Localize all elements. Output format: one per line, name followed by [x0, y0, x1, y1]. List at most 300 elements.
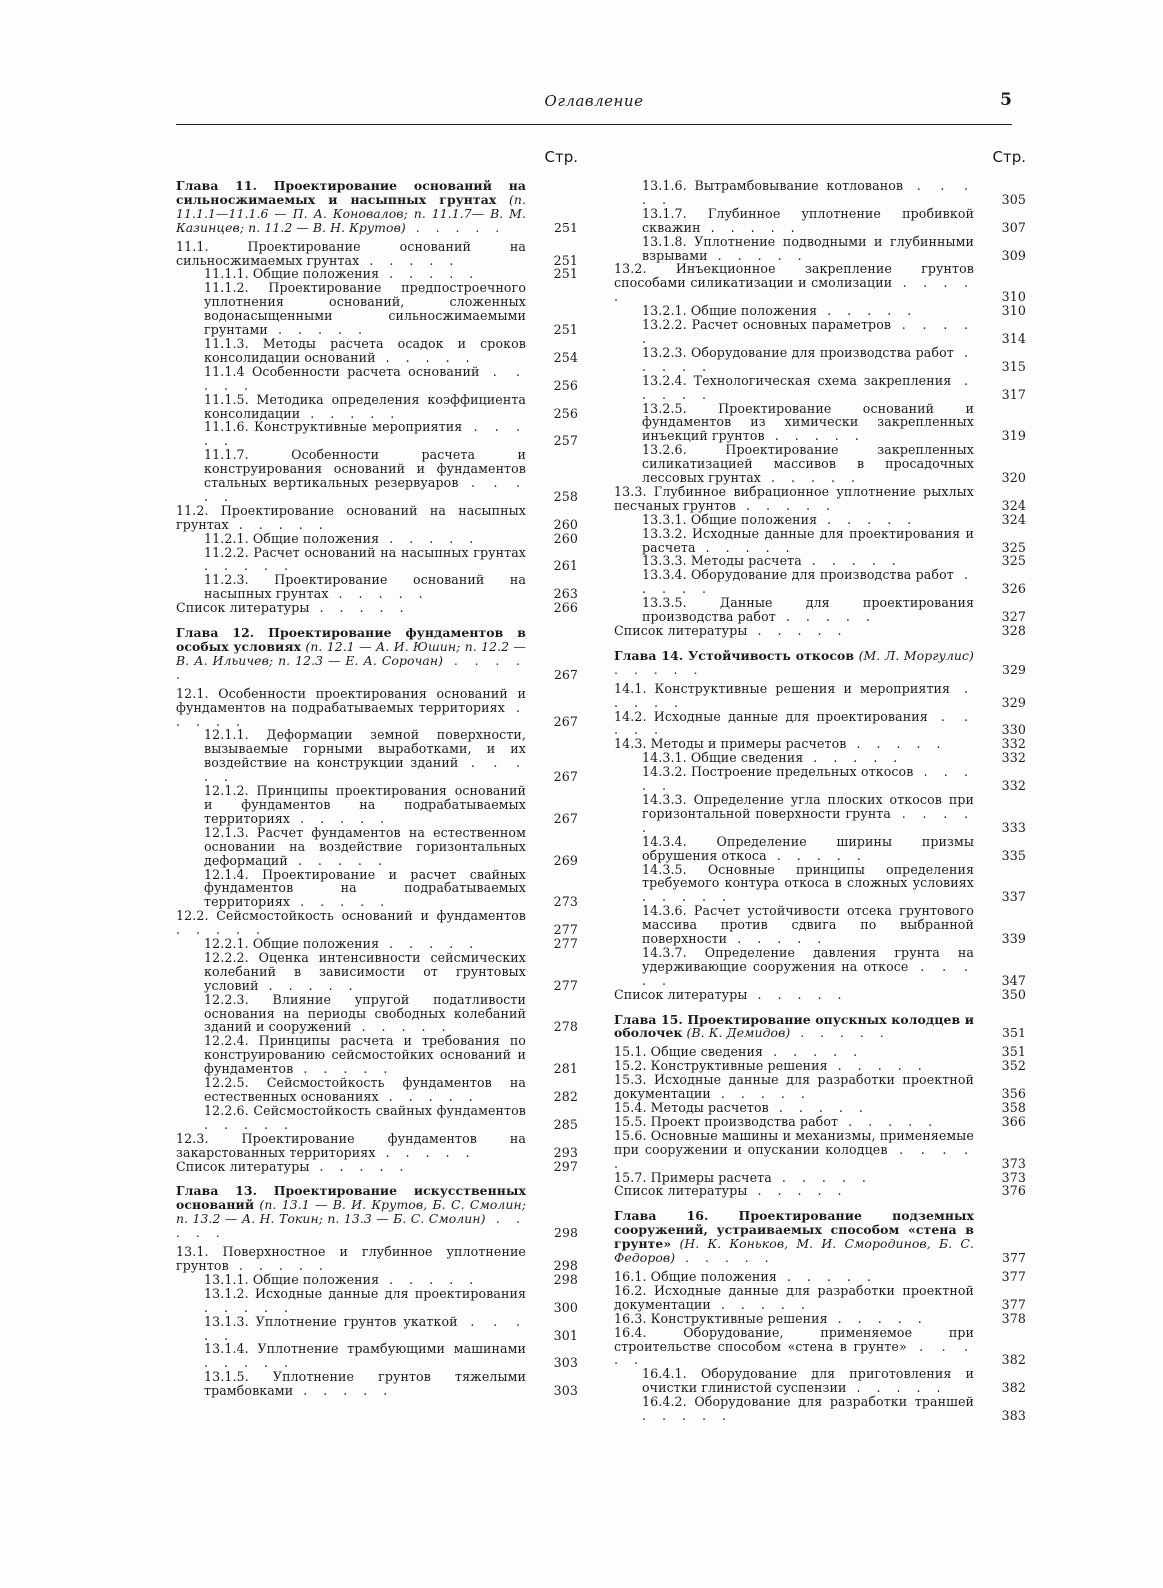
leader-dots: . . . . . — [642, 958, 974, 988]
entry-title: 12.1.2. Принципы проектирования оснований и фундаментов на подрабатываемых территориях — [204, 783, 526, 826]
toc-entry — [642, 527, 1026, 555]
entry-title: 11.1.3. Методы расчета осадок и сроков консолидации оснований — [204, 335, 526, 365]
leader-dots: . . . . . — [827, 1310, 928, 1326]
entry-page: 300 — [553, 1299, 578, 1315]
page-column-label: Стр. — [992, 148, 1026, 166]
leader-dots: . . . . . — [776, 1268, 877, 1284]
entry-page: 351 — [1001, 1044, 1026, 1060]
leader-dots: . . . . . — [328, 586, 429, 602]
leader-dots: . . . . . — [228, 1257, 329, 1273]
entry-page: 324 — [1001, 511, 1026, 527]
toc-entry — [204, 728, 578, 784]
toc-entry — [204, 267, 578, 281]
toc-entry — [204, 826, 578, 868]
entry-title: 14.3. Методы и примеры расчетов — [614, 736, 847, 752]
leader-dots: . . . . . — [351, 1019, 452, 1035]
entry-title: 11.2.2. Расчет оснований на насыпных грунтах — [204, 544, 526, 560]
toc-entry — [204, 573, 578, 601]
leader-dots: . . . . . — [768, 1100, 869, 1115]
entry-title: 12.2.3. Влияние упругой податливости основания на периоды свободных колебаний зданий и сооружений — [204, 991, 526, 1035]
entry-title: 13.3.2. Исходные данные для проектирования и расчета — [642, 525, 974, 555]
leader-dots: . . . . . — [290, 894, 391, 910]
leader-dots: . . . . . — [267, 322, 368, 338]
entry-page: 278 — [553, 1019, 578, 1035]
leader-dots: . . . . . — [803, 750, 904, 766]
entry-page: 376 — [1001, 1183, 1026, 1199]
entry-page: 373 — [1001, 1155, 1026, 1171]
toc-entry — [176, 909, 578, 937]
entry-title: 13.3.3. Методы расчета — [642, 553, 802, 569]
chapter-title: Глава 11. Проектирование оснований на сильносжимаемых и насыпных грунтах — [176, 178, 526, 207]
entry-page: 251 — [554, 219, 578, 235]
leader-dots: . . . . . — [642, 889, 733, 905]
toc-entry — [642, 346, 1026, 374]
entry-page: 310 — [1001, 303, 1026, 319]
toc-entry — [642, 863, 1026, 905]
toc-entry — [204, 1034, 578, 1076]
entry-title: 12.2.5. Сейсмостойкость фундаментов на естественных основаниях — [204, 1075, 526, 1104]
leader-dots: . . . . . — [846, 736, 947, 752]
toc-entry — [204, 1342, 578, 1370]
chapter-authors: (В. К. Демидов) — [682, 1025, 791, 1041]
toc-entry — [642, 904, 1026, 946]
toc-entry — [204, 1287, 578, 1315]
leader-dots: . . . . . — [764, 428, 865, 444]
entry-title: 14.3.1. Общие сведения — [642, 750, 804, 766]
entry-title: 13.2.2. Расчет основных параметров — [642, 317, 892, 333]
entry-title: 12.2.1. Общие положения — [204, 936, 380, 952]
leader-dots: . . . . . — [747, 1183, 848, 1199]
toc-entry — [614, 1115, 1026, 1129]
toc-entry — [204, 365, 578, 393]
entry-page: 266 — [553, 600, 578, 616]
entry-title: 16.4.2. Оборудование для разработки траншей — [642, 1394, 974, 1410]
leader-dots: . . . . . — [642, 178, 974, 207]
entry-title: 13.2.1. Общие положения — [642, 303, 818, 319]
entry-page: 277 — [553, 922, 578, 938]
toc-right-column — [614, 148, 1026, 1423]
toc-chapter-entry — [614, 649, 1026, 677]
entry-page: 327 — [1001, 609, 1026, 625]
chapter-title: Глава 14. Устойчивость откосов — [614, 647, 855, 663]
toc-entry — [642, 568, 1026, 596]
leader-dots: . . . . . — [287, 852, 388, 868]
toc-entry — [176, 601, 578, 615]
toc-entry — [204, 546, 578, 574]
toc-entry — [642, 554, 1026, 568]
leader-dots: . . . . . — [258, 977, 359, 993]
entry-page: 373 — [1001, 1169, 1026, 1185]
entry-title: 12.2.4. Принципы расчета и требования по конструированию сейсмостойких оснований и фундаментов — [204, 1033, 526, 1077]
entry-page: 333 — [1001, 819, 1026, 835]
toc-chapter-entry — [176, 1184, 578, 1240]
entry-page: 382 — [1001, 1352, 1026, 1368]
leader-dots: . . . . . — [817, 511, 918, 527]
leader-dots: . . . . . — [801, 553, 902, 569]
entry-page: 358 — [1001, 1100, 1026, 1115]
leader-dots: . . . . . — [204, 1299, 295, 1315]
entry-title: 12.1.4. Проектирование и расчет свайных фундаментов на подрабатываемых территориях — [204, 866, 526, 910]
toc-entry — [614, 737, 1026, 751]
entry-title: 14.3.7. Определение давления грунта на удерживающие сооружения на откосе — [642, 944, 974, 974]
leader-dots: . . . . . — [293, 1061, 394, 1077]
entry-page: 293 — [553, 1144, 578, 1160]
entry-title: 11.1.2. Проектирование предпостроечного уплотнения оснований, сложенных водонасыщенными сильносжимаемыми грунтами — [204, 280, 526, 338]
entry-title: 15.5. Проект производства работ — [614, 1113, 839, 1129]
entry-page: 298 — [554, 1225, 578, 1241]
leader-dots: . . . . . — [204, 1313, 526, 1343]
leader-dots: . . . . . — [228, 516, 329, 532]
entry-title: 11.1.5. Методика определения коэффициента консолидации — [204, 391, 526, 421]
page-column-label: Стр. — [544, 148, 578, 166]
entry-title: Список литературы — [614, 1183, 748, 1199]
entry-title: 13.2.4. Технологическая схема закрепления — [642, 372, 952, 388]
entry-title: 12.1. Особенности проектирования оснований и фундаментов на подрабатываемых территориях — [176, 685, 526, 715]
entry-page: 332 — [1001, 778, 1026, 794]
entry-page: 314 — [1001, 330, 1026, 346]
toc-entry — [642, 946, 1026, 988]
toc-entry — [642, 402, 1026, 444]
entry-title: 14.1. Конструктивные решения и мероприятия — [614, 680, 951, 696]
leader-dots: . . . . . — [204, 558, 295, 574]
leader-dots: . . . . . — [827, 1058, 928, 1074]
leader-dots: . . . . . — [204, 1116, 295, 1132]
entry-page: 267 — [554, 666, 578, 682]
toc-entry — [204, 393, 578, 421]
entry-page: 339 — [1001, 931, 1026, 947]
entry-title: 11.1.1. Общие положения — [204, 266, 380, 282]
leader-dots: . . . . . — [642, 764, 974, 794]
entry-page: 320 — [1001, 470, 1026, 486]
page-number: 5 — [1000, 90, 1012, 110]
entry-title: 13.2.5. Проектирование оснований и фундаментов из химически закрепленных инъекций грунтов — [642, 400, 974, 444]
toc-entry — [176, 1132, 578, 1160]
toc-entry — [642, 793, 1026, 835]
leader-dots: . . . . . — [710, 1086, 811, 1102]
leader-dots: . . . . . — [176, 922, 267, 938]
leader-dots: . . . . . — [846, 1380, 947, 1396]
entry-title: 11.2.3. Проектирование оснований на насыпных грунтах — [204, 572, 526, 602]
toc-entry — [176, 240, 578, 268]
chapter-authors: (М. Л. Моргулис) — [854, 647, 974, 663]
toc-entry — [614, 1171, 1026, 1185]
chapter-title: Глава 16. Проектирование подземных сооружений, устраиваемых способом «стена в грунте» — [614, 1208, 974, 1252]
leader-dots: . . . . . — [614, 1338, 974, 1368]
toc-entry — [614, 988, 1026, 1002]
entry-page: 350 — [1001, 986, 1026, 1002]
toc-entry — [614, 624, 1026, 638]
entry-page: 378 — [1001, 1310, 1026, 1326]
entry-page: 298 — [553, 1271, 578, 1287]
toc-entry — [204, 1273, 578, 1287]
toc-entry — [642, 765, 1026, 793]
leader-dots: . . . . . — [614, 680, 974, 710]
entry-title: 15.6. Основные машины и механизмы, применяемые при сооружении и опускании колодцев — [614, 1127, 974, 1157]
toc-entry — [642, 235, 1026, 263]
entry-page: 260 — [553, 516, 578, 532]
entry-page: 326 — [1001, 581, 1026, 597]
leader-dots: . . . . . — [642, 317, 974, 346]
leader-dots: . . . . . — [379, 936, 480, 952]
leader-dots: . . . . . — [300, 405, 401, 421]
leader-dots: . . . . . — [176, 699, 526, 729]
entry-title: 14.3.6. Расчет устойчивости отсека грунтового массива против сдвига по выбранной поверхности — [642, 903, 974, 947]
entry-page: 315 — [1001, 358, 1026, 374]
toc-entry — [642, 1395, 1026, 1423]
entry-page: 335 — [1001, 847, 1026, 863]
chapter-title: Глава 12. Проектирование фундаментов в особых условиях — [176, 625, 526, 654]
toc-entry — [642, 304, 1026, 318]
entry-page: 285 — [553, 1116, 578, 1132]
toc-entry — [614, 1101, 1026, 1115]
entry-page: 260 — [553, 530, 578, 546]
entry-title: 14.3.2. Построение предельных откосов — [642, 764, 914, 780]
chapter-authors: (п. 11.1.1—11.1.6 — П. А. Коновалов; п. 11.1.7— В. М. Казинцев; п. 11.2 — В. Н. Крутов) — [176, 191, 526, 235]
leader-dots: . . . . . — [700, 219, 801, 235]
chapter-authors: (п. 12.1 — А. И. Юшин; п. 12.2 — В. А. Ильичев; п. 12.3 — Е. А. Сорочан) — [176, 639, 526, 668]
entry-page: 251 — [553, 252, 578, 268]
entry-page: 273 — [553, 894, 578, 910]
leader-dots: . . . . . — [766, 847, 867, 863]
entry-title: 12.3. Проектирование фундаментов на закарстованных территориях — [176, 1130, 526, 1160]
entry-title: 14.3.5. Основные принципы определения требуемого контура откоса в сложных условиях — [642, 861, 974, 891]
leader-dots: . . . . . — [747, 623, 848, 638]
entry-title: 15.7. Примеры расчета — [614, 1169, 772, 1185]
toc-entry — [614, 1326, 1026, 1368]
entry-title: Список литературы — [614, 986, 748, 1002]
entry-title: 11.1.7. Особенности расчета и конструирования оснований и фундаментов стальных вертикальных резервуаров — [204, 447, 526, 491]
entry-page: 332 — [1001, 750, 1026, 766]
entry-page: 307 — [1001, 219, 1026, 235]
entry-title: 16.4.1. Оборудование для приготовления и очистки глинистой суспензии — [642, 1366, 974, 1396]
entry-page: 309 — [1001, 247, 1026, 263]
leader-dots: . . . . . — [771, 1169, 872, 1185]
toc-entry — [204, 448, 578, 504]
leader-dots: . . . . . — [204, 755, 526, 785]
toc-entry — [614, 262, 1026, 304]
toc-entry — [204, 337, 578, 365]
entry-page: 251 — [553, 266, 578, 282]
entry-page: 256 — [553, 405, 578, 421]
leader-dots: . . . . . — [405, 219, 506, 235]
entry-page: 258 — [553, 488, 578, 504]
toc-entry — [614, 1059, 1026, 1073]
leader-dots: . . . . . — [642, 1408, 733, 1424]
leader-dots: . . . . . — [614, 275, 974, 305]
entry-page: 267 — [553, 810, 578, 826]
leader-dots: . . . . . — [293, 1383, 394, 1399]
leader-dots: . . . . . — [695, 539, 796, 555]
entry-title: 13.2.6. Проектирование закрепленных силикатизацией массивов в просадочных лессовых грунтах — [642, 442, 974, 486]
entry-title: 11.2. Проектирование оснований на насыпных грунтах — [176, 502, 526, 532]
toc-entry — [204, 993, 578, 1035]
leader-dots: . . . . . — [176, 652, 526, 682]
entry-page: 282 — [553, 1089, 578, 1104]
entry-title: 13.1.2. Исходные данные для проектирования — [204, 1285, 526, 1301]
leader-dots: . . . . . — [204, 363, 527, 393]
entry-page: 298 — [553, 1257, 578, 1273]
toc-entry — [204, 937, 578, 951]
entry-page: 310 — [1001, 289, 1026, 305]
leader-dots: . . . . . — [710, 1296, 811, 1312]
leader-dots: . . . . . — [204, 419, 526, 449]
entry-page: 281 — [553, 1061, 578, 1077]
leader-dots: . . . . . — [761, 470, 862, 486]
toc-entry — [614, 485, 1026, 513]
entry-page: 332 — [1001, 736, 1026, 752]
leader-dots: . . . . . — [727, 931, 828, 947]
toc-entry — [614, 1270, 1026, 1284]
entry-page: 267 — [553, 769, 578, 785]
entry-title: 12.1.3. Расчет фундаментов на естественном основании на воздействие горизонтальных деформаций — [204, 824, 526, 868]
leader-dots: . . . . . — [775, 609, 876, 625]
entry-page: 328 — [1001, 623, 1026, 638]
entry-title: 13.1.4. Уплотнение трамбующими машинами — [204, 1341, 526, 1357]
entry-title: 13.1.3. Уплотнение грунтов укаткой — [204, 1313, 458, 1329]
entry-title: 15.1. Общие сведения — [614, 1044, 764, 1060]
leader-dots: . . . . . — [375, 1144, 476, 1160]
entry-page: 325 — [1001, 539, 1026, 555]
toc-entry — [614, 1073, 1026, 1101]
entry-title: 16.4. Оборудование, применяемое при строительстве способом «стена в грунте» — [614, 1324, 974, 1354]
toc-entry — [204, 1315, 578, 1343]
entry-title: Список литературы — [176, 600, 310, 616]
entry-page: 305 — [1001, 191, 1026, 207]
leader-dots: . . . . . — [642, 344, 974, 374]
entry-title: 13.1.7. Глубинное уплотнение пробивкой скважин — [642, 205, 974, 235]
entry-title: 13.3.4. Оборудование для производства работ — [642, 567, 954, 583]
toc-chapter-entry — [614, 1013, 1026, 1041]
entry-title: 12.2. Сейсмостойкость оснований и фундаментов — [176, 908, 526, 924]
entry-page: 377 — [1001, 1268, 1026, 1284]
entry-page: 351 — [1002, 1025, 1026, 1041]
leader-dots: . . . . . — [817, 303, 918, 319]
entry-title: Список литературы — [176, 1158, 310, 1174]
entry-page: 330 — [1001, 722, 1026, 738]
toc-entry — [176, 504, 578, 532]
entry-page: 263 — [553, 586, 578, 602]
entry-title: 13.1.5. Уплотнение грунтов тяжелыми трамбовками — [204, 1369, 526, 1399]
entry-page: 297 — [553, 1158, 578, 1174]
leader-dots: . . . . . — [309, 1158, 410, 1174]
leader-dots: . . . . . — [309, 600, 410, 616]
toc-entry — [642, 596, 1026, 624]
entry-page: 329 — [1002, 661, 1026, 677]
entry-page: 257 — [553, 433, 578, 449]
toc-entry — [642, 835, 1026, 863]
entry-title: 16.1. Общие положения — [614, 1268, 777, 1284]
toc-entry — [614, 1284, 1026, 1312]
toc-entry — [176, 1245, 578, 1273]
entry-page: 377 — [1001, 1296, 1026, 1312]
toc-chapter-entry — [614, 1209, 1026, 1265]
leader-dots: . . . . . — [838, 1113, 939, 1129]
leader-dots: . . . . . — [379, 530, 480, 546]
header-title: Оглавление — [544, 92, 644, 110]
toc-entry — [614, 682, 1026, 710]
entry-title: Список литературы — [614, 623, 748, 638]
toc-entry — [642, 207, 1026, 235]
entry-page: 303 — [553, 1383, 578, 1399]
toc-entry — [614, 1045, 1026, 1059]
entry-title: 16.2. Исходные данные для разработки проектной документации — [614, 1282, 974, 1312]
toc-entry — [614, 1129, 1026, 1171]
toc-entry — [642, 443, 1026, 485]
toc-entry — [204, 784, 578, 826]
entry-title: 11.1. Проектирование оснований на сильносжимаемых грунтах — [176, 238, 526, 268]
entry-title: 16.3. Конструктивные решения — [614, 1310, 828, 1326]
toc-entry — [176, 687, 578, 729]
toc-entry — [614, 1312, 1026, 1326]
leader-dots: . . . . . — [675, 1250, 775, 1266]
entry-page: 319 — [1001, 428, 1026, 444]
toc-entry — [642, 318, 1026, 346]
toc-entry — [642, 751, 1026, 765]
leader-dots: . . . . . — [378, 1089, 479, 1104]
entry-page: 329 — [1001, 694, 1026, 710]
entry-title: 13.1.6. Вытрамбовывание котлованов — [642, 178, 904, 193]
entry-title: 12.1.1. Деформации земной поверхности, вызываемые горными выработками, и их воздействие на конструкции зданий — [204, 727, 526, 771]
entry-page: 347 — [1001, 972, 1026, 988]
entry-page: 383 — [1001, 1408, 1026, 1424]
leader-dots: . . . . . — [763, 1044, 864, 1060]
entry-title: 14.3.4. Определение ширины призмы обрушения откоса — [642, 833, 974, 863]
entry-title: 11.1.4 Особенности расчета оснований — [204, 363, 480, 379]
toc-entry — [204, 951, 578, 993]
entry-page: 301 — [553, 1327, 578, 1343]
leader-dots: . . . . . — [707, 247, 808, 263]
leader-dots: . . . . . — [747, 986, 848, 1002]
entry-title: 12.2.6. Сейсмостойкость свайных фундаментов — [204, 1102, 526, 1118]
entry-page: 251 — [553, 322, 578, 338]
entry-title: 13.2. Инъекционное закрепление грунтов способами силикатизации и смолизации — [614, 261, 974, 291]
leader-dots: . . . . . — [379, 266, 480, 282]
toc-entry — [204, 1076, 578, 1104]
toc-chapter-entry — [176, 626, 578, 682]
entry-page: 269 — [553, 852, 578, 868]
leader-dots: . . . . . — [642, 372, 974, 402]
chapter-authors: (Н. К. Коньков, М. И. Смородинов, Б. С. Федоров) — [614, 1236, 974, 1266]
entry-page: 277 — [553, 936, 578, 952]
entry-page: 366 — [1001, 1113, 1026, 1129]
leader-dots: . . . . . — [642, 567, 974, 597]
leader-dots: . . . . . — [204, 1355, 295, 1371]
entry-page: 256 — [553, 377, 578, 393]
entry-title: 14.3.3. Определение угла плоских откосов при горизонтальной поверхности грунта — [642, 791, 974, 821]
leader-dots: . . . . . — [290, 810, 391, 826]
entry-title: 12.2.2. Оценка интенсивности сейсмических колебаний в зависимости от грунтовых условий — [204, 949, 526, 993]
entry-page: 261 — [553, 558, 578, 574]
entry-title: 15.2. Конструктивные решения — [614, 1058, 828, 1074]
entry-page: 356 — [1001, 1086, 1026, 1102]
leader-dots: . . . . . — [614, 1141, 974, 1171]
toc-entry — [614, 710, 1026, 738]
leader-dots: . . . . . — [204, 475, 526, 504]
leader-dots: . . . . . — [642, 805, 974, 835]
entry-title: 13.2.3. Оборудование для производства работ — [642, 344, 954, 360]
toc-chapter-entry — [176, 179, 578, 235]
entry-title: 15.4. Методы расчетов — [614, 1100, 769, 1115]
toc-left-column — [176, 148, 578, 1398]
leader-dots: . . . . . — [359, 252, 460, 268]
entry-page: 324 — [1001, 497, 1026, 513]
toc-entry — [642, 513, 1026, 527]
entry-title: 11.1.6. Конструктивные мероприятия — [204, 419, 463, 435]
entry-title: 11.2.1. Общие положения — [204, 530, 380, 546]
leader-dots: . . . . . — [614, 708, 974, 738]
leader-dots: . . . . . — [735, 497, 837, 513]
entry-page: 277 — [553, 977, 578, 993]
